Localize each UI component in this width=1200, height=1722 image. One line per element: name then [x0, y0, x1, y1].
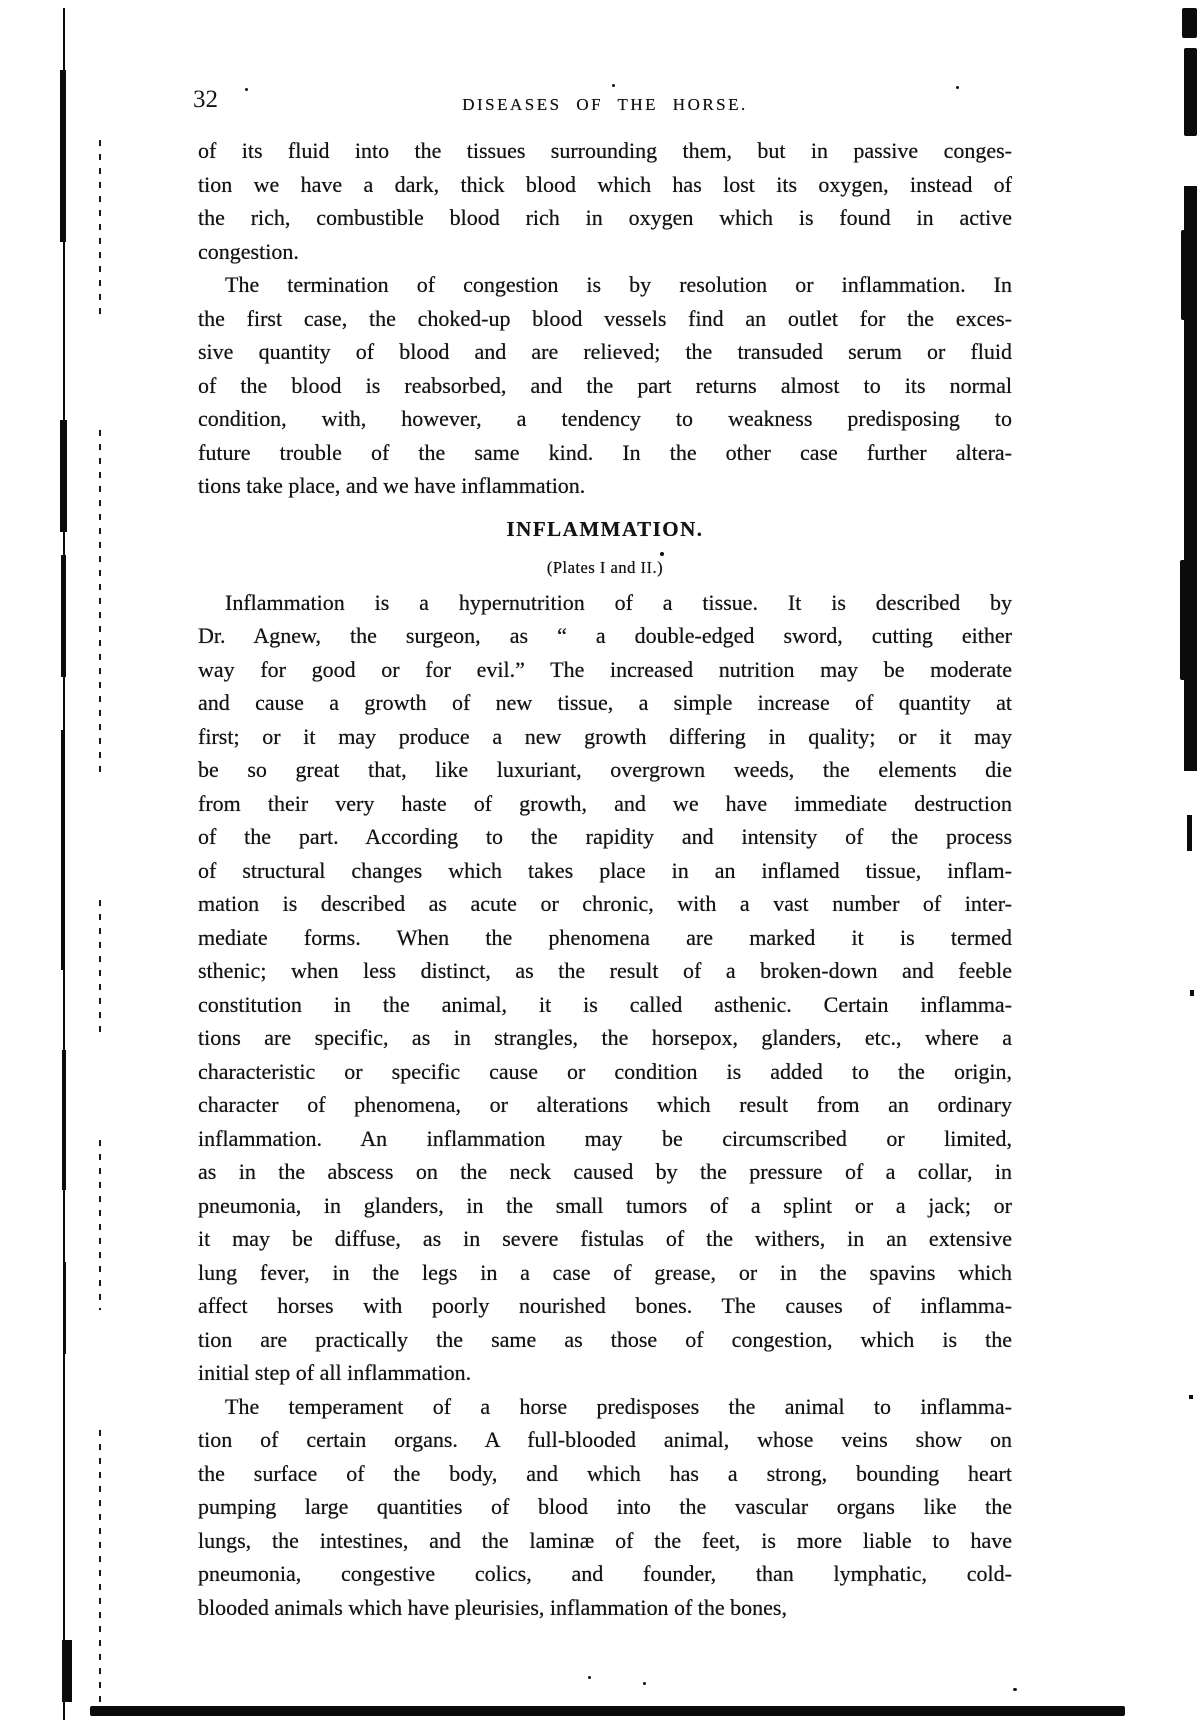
- running-title: DISEASES OF THE HORSE.: [462, 95, 748, 114]
- page-edge-mark: [1187, 815, 1192, 851]
- page-text: [198, 134, 1012, 1624]
- paragraph: [198, 134, 1012, 268]
- text-line: pneumonia, in glanders, in the small tumors of a splint or a jack; or: [198, 1192, 1012, 1218]
- gutter-shadow-segment: [60, 70, 66, 242]
- text-line: mation is described as acute or chronic, with a vast number of inter-: [198, 891, 1012, 916]
- text-line: mediate forms. When the phenomena are marked it is termed: [198, 924, 1012, 950]
- gutter-shadow-segment: [62, 1050, 66, 1190]
- text-line: tions take place, and we have inflammation.: [198, 473, 586, 498]
- text-line: be so great that, like luxuriant, overgrown weeds, the elements die: [198, 757, 1012, 782]
- text-line: tions are specific, as in strangles, the horsepox, glanders, etc., where a: [198, 1025, 1012, 1050]
- text-line: the first case, the choked-up blood vessels find an outlet for the exces-: [198, 305, 1012, 331]
- text-line: characteristic or specific cause or condition is added to the origin,: [198, 1058, 1012, 1084]
- ink-fleck: [643, 1682, 646, 1685]
- text-line: Inflammation is a hypernutrition of a tissue. It is described by: [225, 589, 1012, 615]
- text-line: future trouble of the same kind. In the other case further altera-: [198, 439, 1012, 465]
- scan-edge-bar: [90, 1706, 1125, 1716]
- text-line: pneumonia, congestive colics, and founder, than lymphatic, cold-: [198, 1561, 1012, 1586]
- binding-stitch-mark: [99, 1140, 101, 1310]
- text-line: inflammation. An inflammation may be circumscribed or limited,: [198, 1125, 1012, 1151]
- text-line: The temperament of a horse predisposes the animal to inflamma-: [225, 1393, 1012, 1419]
- text-line: affect horses with poorly nourished bones. The causes of inflamma-: [198, 1293, 1012, 1318]
- text-line: sive quantity of blood and are relieved; the transuded serum or fluid: [198, 339, 1012, 364]
- text-line: Dr. Agnew, the surgeon, as “ a double-edged sword, cutting either: [198, 623, 1012, 648]
- page-number: 32: [193, 86, 218, 113]
- text-line: as in the abscess on the neck caused by the pressure of a collar, in: [198, 1159, 1012, 1184]
- page-edge-mark: [1184, 48, 1197, 136]
- text-line: of the part. According to the rapidity and intensity of the process: [198, 824, 1012, 849]
- page-edge-mark: [1182, 8, 1197, 38]
- text-line: way for good or for evil.” The increased nutrition may be moderate: [198, 656, 1012, 682]
- text-line: tion of certain organs. A full-blooded animal, whose veins show on: [198, 1427, 1012, 1452]
- ink-fleck: [588, 1676, 591, 1679]
- text-line: the surface of the body, and which has a strong, bounding heart: [198, 1460, 1012, 1486]
- gutter-shadow-segment: [62, 1640, 72, 1702]
- text-line: the rich, combustible blood rich in oxygen which is found in active: [198, 205, 1012, 230]
- section-subheading: (Plates I and II.): [546, 557, 664, 577]
- text-line: sthenic; when less distinct, as the result of a broken-down and feeble: [198, 958, 1012, 983]
- page-edge-mark: [1180, 560, 1197, 680]
- text-line: constitution in the animal, it is called asthenic. Certain inflamma-: [198, 991, 1012, 1017]
- ink-fleck: [956, 86, 959, 89]
- text-line: it may be diffuse, as in severe fistulas of the withers, in an extensive: [198, 1226, 1012, 1251]
- text-line: initial step of all inflammation.: [198, 1360, 472, 1385]
- text-line: congestion.: [198, 238, 299, 264]
- binding-stitch-mark: [99, 430, 101, 780]
- text-line: The termination of congestion is by resolution or inflammation. In: [225, 272, 1012, 297]
- page-edge-mark: [1190, 990, 1194, 996]
- text-line: tion we have a dark, thick blood which has lost its oxygen, instead of: [198, 171, 1012, 197]
- text-line: condition, with, however, a tendency to weakness predisposing to: [198, 406, 1012, 431]
- page-edge-mark: [1189, 1395, 1193, 1399]
- text-line: first; or it may produce a new growth differing in quality; or it may: [198, 723, 1012, 749]
- gutter-shadow-segment: [63, 1262, 66, 1354]
- gutter-shadow-segment: [60, 420, 67, 532]
- text-line: lungs, the intestines, and the laminæ of the feet, is more liable to have: [198, 1527, 1012, 1553]
- paragraph: [198, 586, 1012, 1390]
- text-line: of its fluid into the tissues surrounding them, but in passive conges-: [198, 138, 1012, 163]
- gutter-shadow-segment: [61, 730, 65, 970]
- text-line: of structural changes which takes place in an inflamed tissue, inflam-: [198, 857, 1012, 883]
- running-head: [193, 86, 1012, 120]
- ink-fleck: [612, 84, 615, 87]
- text-line: from their very haste of growth, and we have immediate destruction: [198, 790, 1012, 816]
- paragraph: [198, 1390, 1012, 1625]
- text-line: character of phenomena, or alterations which result from an ordinary: [198, 1092, 1012, 1117]
- gutter-shadow-segment: [61, 555, 66, 677]
- paragraph: [198, 268, 1012, 503]
- page-edge-mark: [1181, 230, 1197, 320]
- binding-stitch-mark: [99, 900, 101, 1040]
- text-line: and cause a growth of new tissue, a simple increase of quantity at: [198, 690, 1012, 715]
- section-heading: INFLAMMATION.: [506, 516, 704, 541]
- binding-stitch-mark: [99, 1430, 101, 1702]
- text-line: pumping large quantities of blood into the vascular organs like the: [198, 1494, 1012, 1519]
- ink-fleck: [1013, 1688, 1017, 1691]
- text-line: lung fever, in the legs in a case of grease, or in the spavins which: [198, 1259, 1012, 1285]
- binding-stitch-mark: [99, 140, 101, 320]
- text-line: of the blood is reabsorbed, and the part returns almost to its normal: [198, 372, 1012, 398]
- text-line: tion are practically the same as those of congestion, which is the: [198, 1326, 1012, 1352]
- text-line: blooded animals which have pleurisies, inflammation of the bones,: [198, 1594, 787, 1620]
